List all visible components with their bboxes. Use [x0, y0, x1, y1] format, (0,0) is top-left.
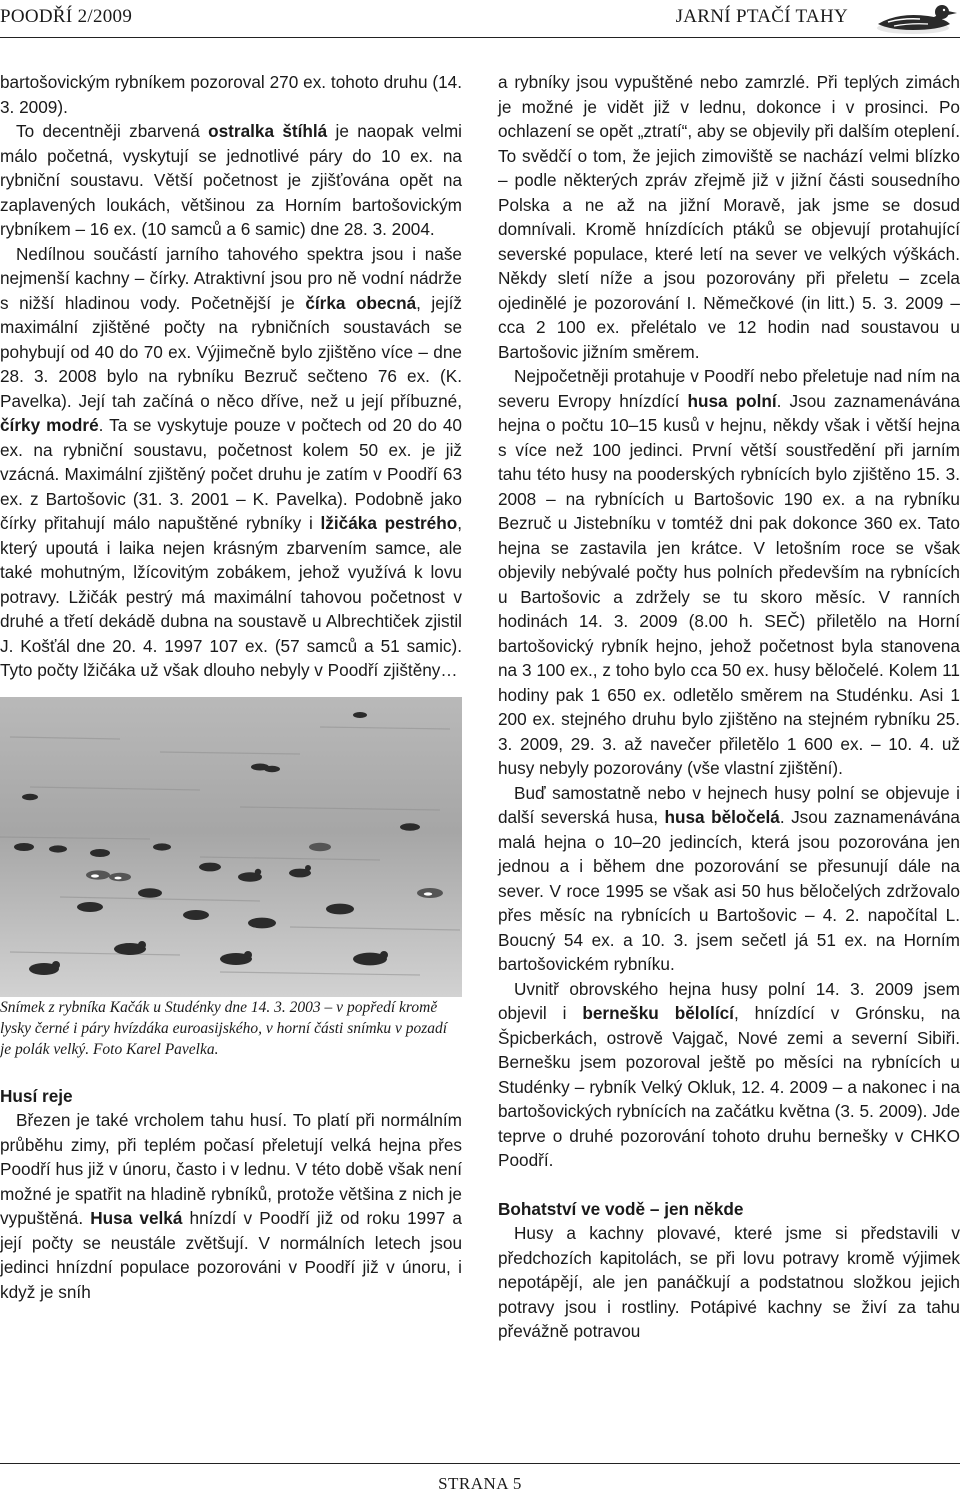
paragraph: To decentněji zbarvená ostralka štíhlá je naopak velmi málo početná, vyskytují se jednotlivé páry do 10 ex. na rybniční soustavu. Větší početnost je zjišťována opět na zaplavených loukách, většinou za Horním bartošovickým rybníkem – 16 ex. (10 samců a 6 samic) dne 28. 3. 2004.	[0, 121, 462, 239]
bird-duck-logo-icon	[858, 0, 960, 38]
paragraph: Husy a kachny plovavé, které jsme si představili v předchozích kapitolách, se při lovu potravy kromě výjimek nepotápějí, ale jen panáčkují a podstatnou složkou jejich potravy jsou i rostliny. Potápivé kachny se živí za tahu převážně potravou	[498, 1223, 960, 1341]
section-heading: Husí reje	[0, 1085, 73, 1106]
paragraph: Březen je také vrcholem tahu husí. To platí při normálním průběhu zimy, při teplém počasí přeletují velká hejna přes Poodří hus již v únoru, často i v lednu. V této době však není možné je spatřit na hladině rybníků, protože většina z nich je vypuštěná. Husa velká hnízdí v Poodří již od roku 1997 a její počty se neustále zvětšují. V normálních letech jsou jedinci hnízdní populace pozorováni v Poodří již v únoru, i když je sníh	[0, 1110, 462, 1302]
paragraph: Nedílnou součástí jarního tahového spektra jsou i naše nejmenší kachny – čírky. Atraktivní jsou pro ně vodní nádrže s nižší hladinou vody. Početnější je čírka obecná, jejíž maximální zjištěné počty na rybničních soustavách se pohybují od 40 do 70 ex. Výjimečně bylo zjištěno více – dne 28. 3. 2008 bylo na rybníku Bezruč sečteno 76 ex. (K. Pavelka). Její tah začíná o něco dříve, než u její příbuzné, čírky modré. Ta se vyskytuje pouze v počtech od 20 do 40 ex. na rybniční soustavu, početnost kolem 50 ex. je již vzácná. Maximální zjištěný počet druhu je zatím v Poodří 63 ex. z Bartošovic (31. 3. 2001 – K. Pavelka). Podobně jako čírky přitahují málo napuštěné rybníky i lžičáka pestrého, který upoutá i laika nejen krásným zbarvením samce, ale také mohutným, lžícovitým zobákem, jehož využívá k lovu potravy. Lžičák pestrý má maximální tahovou početnost v druhé a třetí dekádě dubna na soustavě u Albrechtiček zjistil J. Košťál dne 20. 4. 1997 107 ex. (57 samců a 51 samic). Tyto počty lžičáka už však dlouho nebyly v Poodří zjištěny…	[0, 243, 462, 680]
journal-issue: POODŘÍ 2/2009	[0, 6, 133, 27]
page-header	[0, 0, 960, 36]
section-heading: Bohatství ve vodě – jen někde	[498, 1198, 744, 1219]
left-column	[0, 70, 462, 1304]
right-column	[498, 70, 960, 1344]
paragraph: Buď samostatně nebo v hejnech husy polní se objevuje i další severská husa, husa běločelá. Jsou zaznamenávána malá hejna o 10–20 jedincích, která jsou pozorována jen jednou a i během dne pozorování se přesunují dále na sever. V roce 1995 se však asi 50 hus běločelých zdržovalo přes měsíc na rybnících u Bartošovic – 4. 2. napočítal L. Boucný 54 ex. a 10. 3. jsem sečetl já 51 ex. na Horním bartošovickém rybníku.	[498, 782, 960, 974]
pond-photo	[0, 697, 462, 997]
footer-divider	[0, 1463, 960, 1464]
photo-caption: Snímek z rybníka Kačák u Studénky dne 14. 3. 2003 – v popředí kromě lysky černé i páry hvízdáka euroasijského, v horní části snímku v pozadí je polák velký. Foto Karel Pavelka.	[0, 998, 448, 1058]
paragraph: Uvnitř obrovského hejna husy polní 14. 3. 2009 jsem objevil i bernešku bělolící, hnízdící v Grónsku, na Špicberkách, ostrově Vajgač, Nové zemi a severní Sibiři. Bernešku jsem pozoroval ještě po měsíci na rybnících u Studénky – rybník Velký Okluk, 12. 4. 2009 – a nakonec i na bartošovických rybnících na začátku května (3. 5. 2009). Jde teprve o druhé pozorování tohoto druhu bernešky v CHKO Poodří.	[498, 978, 960, 1170]
page-number: STRANA 5	[438, 1474, 522, 1493]
paragraph: a rybníky jsou vypuštěné nebo zamrzlé. Při teplých zimách je možné je vidět již v lednu, dokonce i v prosinci. Po ochlazení se opět „ztratí“, aby se objevily při dalším oteplení. To svědčí o tom, že jejich zimoviště se nachází velmi blízko – podle některých zpráv zřejmě již v jižní části sousedního Polska a ne až na jižní Moravě, jak jsme se dosud domnívali. Kromě hnízdících ptáků se objevují protahující severské populace, které letí na sever ve velkých výškách. Někdy sletí níže a jsou pozorovány při přeletu – zcela ojedinělé je pozorování I. Němečkové (in litt.) 5. 3. 2009 – cca 2 100 ex. přelétalo ve 12 hodin nad soustavou u Bartošovic jižním směrem.	[498, 72, 960, 362]
paragraph: bartošovickým rybníkem pozoroval 270 ex. tohoto druhu (14. 3. 2009).	[0, 72, 462, 117]
header-divider	[0, 37, 960, 38]
section-title: JARNÍ PTAČÍ TAHY	[675, 6, 848, 27]
paragraph: Nejpočetněji protahuje v Poodří nebo přeletuje nad ním na severu Evropy hnízdící husa polní. Jsou zaznamenávána hejna o počtu 10–15 kusů v hejnu, někdy však i větší hejna s více než 100 jedinci. První větší soustředění při jarním tahu této husy na pooderských rybnících bylo zjištěno 15. 3. 2008 – na rybnících u Bartošovic 190 ex. a na rybníku Bezruč u Jistebníku v tomtéž dni pak dokonce 360 ex. Tato hejna se zastavila jen krátce. V letošním roce se však objevily nebývalé počty hus polních především na rybnících u Bartošovic a zdržely se tu skoro měsíc. V ranních hodinách 14. 3. 2009 (8.00 h. SEČ) přiletělo na Horní bartošovický rybník hejno, jehož početnost byla stanovena na 3 100 ex., z toho bylo cca 50 ex. husy běločelé. Kolem 11 hodiny pak 1 650 ex. odletělo směrem na Studénku. Asi 1 200 ex. stejného druhu bylo zjištěno na stejném rybníku 25. 3. 2009, 29. 3. až navečer přiletělo 1 600 ex. – 10. 4. už husy nebyly pozorovány (vše vlastní zjištění).	[498, 366, 960, 778]
